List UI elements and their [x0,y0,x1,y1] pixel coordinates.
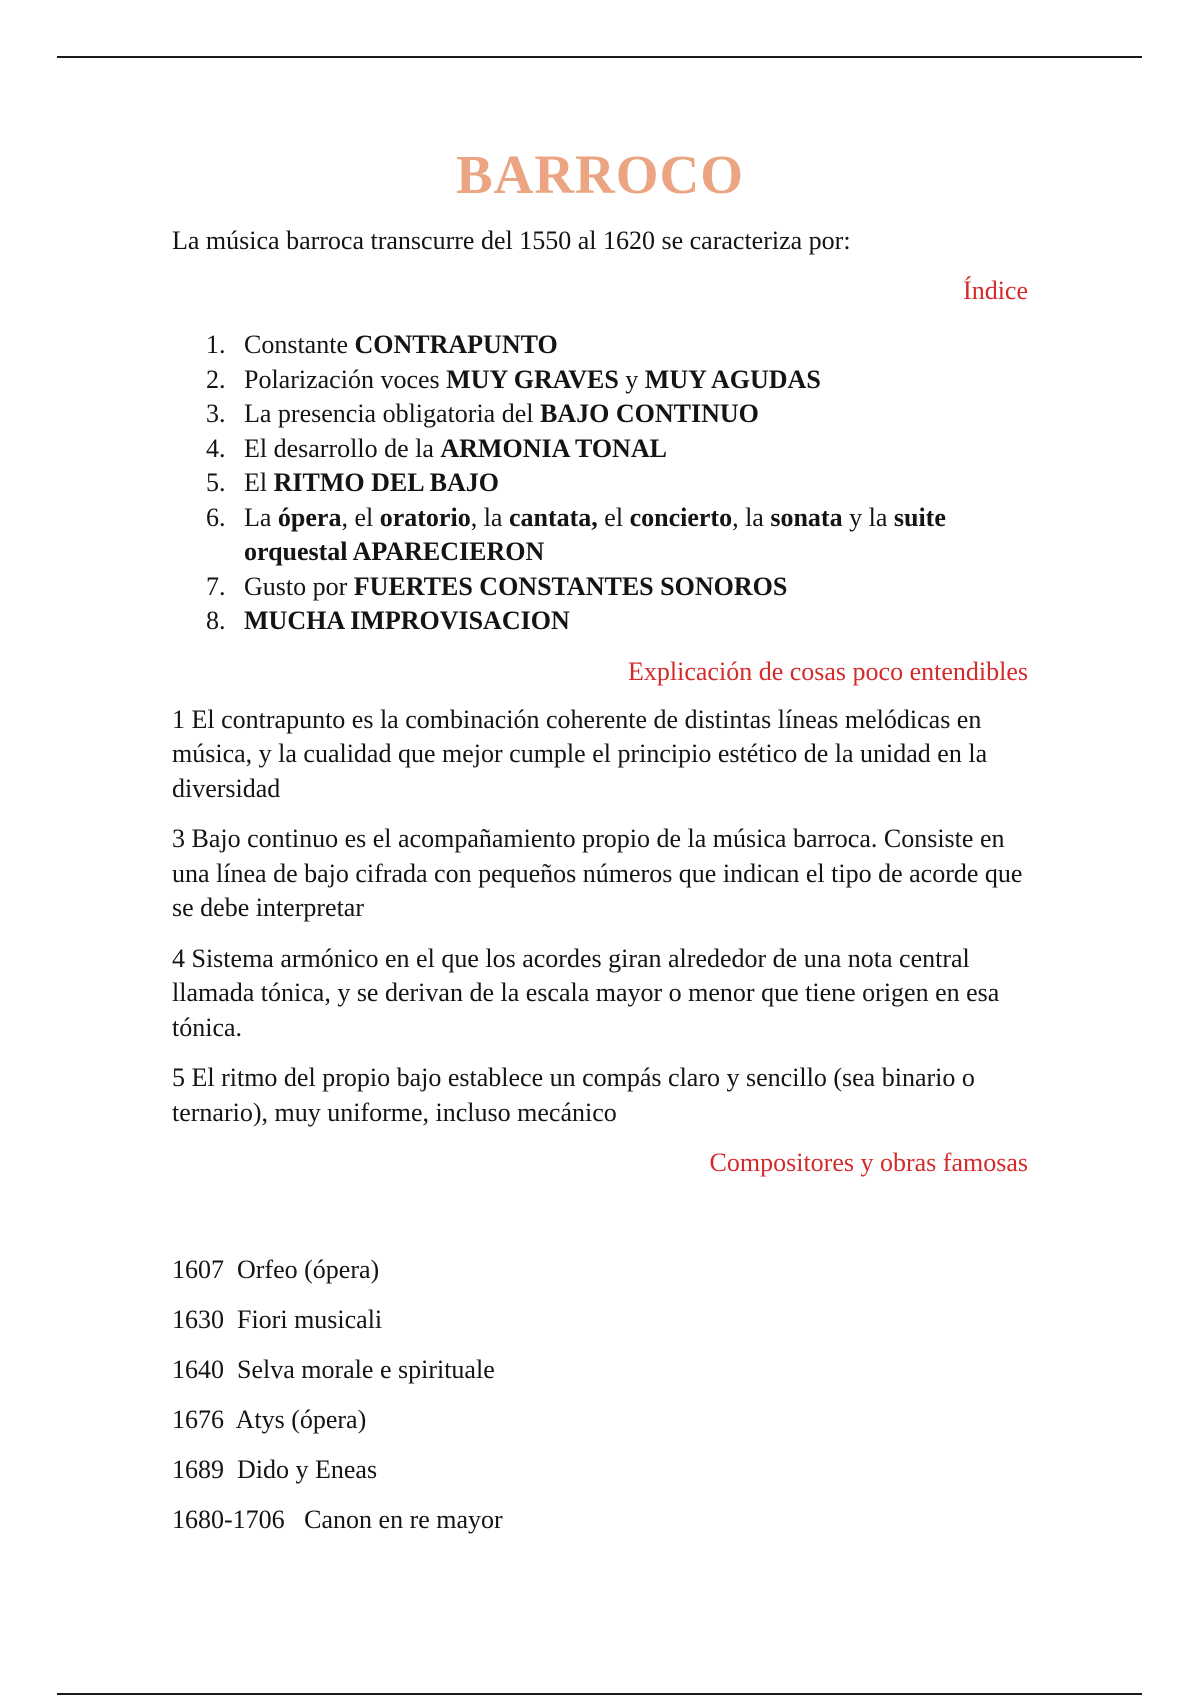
work-item [172,1253,1028,1287]
feature-text-part: , la [732,502,771,532]
work-title: Canon en re mayor [304,1505,503,1534]
feature-text-part: ARMONIA TONAL [440,433,667,463]
work-title: Dido y Eneas [237,1455,378,1484]
feature-text-part: sonata [770,502,843,532]
work-title: Atys (ópera) [235,1405,367,1434]
feature-text-part: El desarrollo de la [244,433,441,463]
explanation-paragraph-3: 3 Bajo continuo es el acompañamiento propio de la música barroca. Consiste en una línea de bajo cifrada con pequeños números que indican el tipo de acorde que se debe interpretar [172,824,1023,922]
feature-text-part: oratorio [379,502,471,532]
feature-text-part: MUY AGUDAS [644,364,821,394]
feature-text-part: el [597,502,630,532]
work-item [172,1453,1028,1487]
work-title: Orfeo (ópera) [237,1255,380,1284]
feature-text-part: MUY GRAVES [446,364,619,394]
feature-item-5: 5. El RITMO DEL BAJO [206,468,499,497]
page-title: BARROCO [455,144,745,205]
intro-text: La música barroca transcurre del 1550 al 1620 se caracteriza por: [172,226,851,255]
feature-text-part: ópera [277,502,342,532]
feature-text-part: , la [470,502,509,532]
feature-item-7: 7. Gusto por FUERTES CONSTANTES SONOROS [206,571,788,601]
explanation-paragraph-4: 4 Sistema armónico en el que los acordes giran alrededor de una nota central llamada tónica, y se derivan de la escala mayor o menor que tiene origen en esa tónica. [172,943,1000,1042]
feature-item-2: 2. Polarización voces MUY GRAVES y MUY AGUDAS [206,364,821,394]
works-list [172,1253,1028,1537]
feature-item-1: 1. Constante CONTRAPUNTO [206,330,558,359]
work-year: 1676 [172,1405,224,1434]
work-item [172,1353,1028,1387]
work-title: Selva morale e spirituale [237,1355,495,1384]
explanation-paragraph-1: 1 El contrapunto es la combinación coherente de distintas líneas melódicas en música, y la cualidad que mejor cumple el principio estético de la unidad en la diversidad [172,704,988,803]
work-year: 1640 [172,1355,224,1384]
feature-text-part: Gusto por [244,571,354,601]
feature-text-part: concierto [629,502,733,532]
feature-text-part: La presencia obligatoria del [244,399,540,428]
feature-text-part: MUCHA IMPROVISACION [244,606,570,635]
explanation-paragraph-5: 5 El ritmo del propio bajo establece un compás claro y sencillo (sea binario o ternario), muy uniforme, incluso mecánico [172,1063,975,1127]
work-year: 1630 [172,1305,224,1334]
feature-text-part: y [618,364,645,394]
feature-text-part: BAJO CONTINUO [539,399,759,428]
feature-item-3: 3. La presencia obligatoria del BAJO CONTINUO [206,399,759,428]
work-year: 1689 [172,1455,224,1484]
explanation-link[interactable]: Explicación de cosas poco entendibles [628,656,1028,686]
feature-text-part: FUERTES CONSTANTES SONOROS [353,571,788,601]
composers-link[interactable]: Compositores y obras famosas [709,1148,1028,1177]
work-item [172,1503,1028,1537]
feature-text-part: El [244,468,274,497]
feature-item-8: 8. MUCHA IMPROVISACION [206,606,570,635]
features-list [172,328,1028,639]
feature-item-6: 6. La ópera, el oratorio, la cantata, el concierto, la sonata y la suite orquestal APARECIERON [206,502,946,566]
work-title: Fiori musicali [237,1305,383,1334]
feature-text-part: Polarización voces [244,364,447,394]
feature-text-part: y la [842,502,894,532]
feature-text-part: cantata, [508,502,598,532]
work-item [172,1403,1028,1437]
feature-text-part: RITMO DEL BAJO [273,468,499,497]
index-link[interactable]: Índice [963,276,1028,305]
work-year: 1607 [172,1255,224,1284]
work-item [172,1303,1028,1337]
feature-item-4: 4. El desarrollo de la ARMONIA TONAL [206,433,667,463]
document-body [172,140,1028,1553]
top-rule [57,56,1142,58]
work-year: 1680-1706 [172,1505,285,1534]
feature-text-part: Constante [244,330,355,359]
feature-text-part: La [244,502,278,532]
feature-text-part: , el [341,502,380,532]
bottom-rule [57,1693,1142,1695]
feature-text-part: suite orquestal APARECIERON [244,502,946,566]
feature-text-part: CONTRAPUNTO [354,330,558,359]
